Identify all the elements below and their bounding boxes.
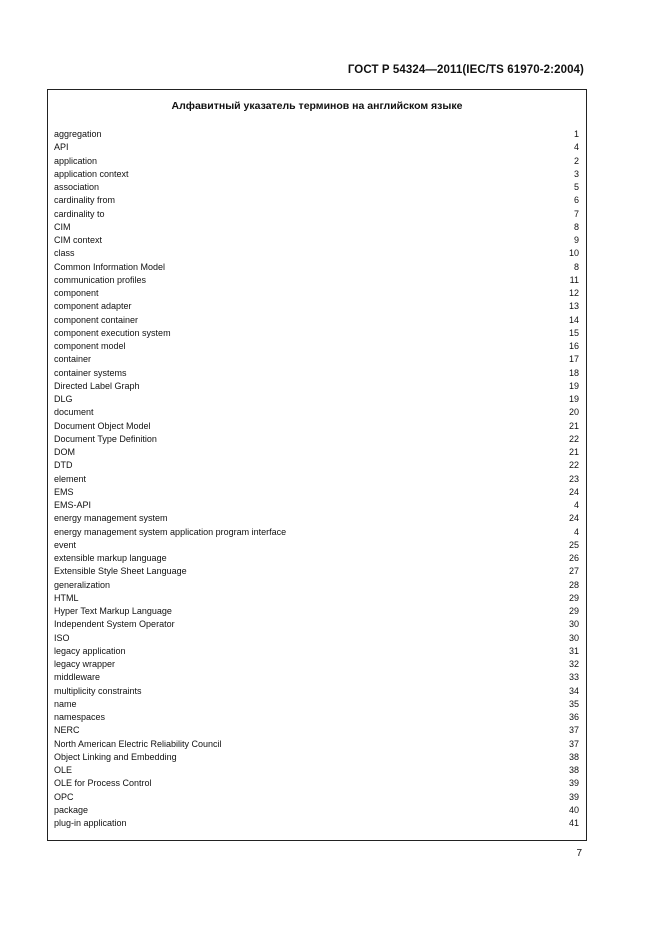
index-title: Алфавитный указатель терминов на английском языке <box>171 100 463 112</box>
index-page-ref: 18 <box>568 367 579 378</box>
index-term: application <box>54 155 98 166</box>
index-frame <box>47 89 587 841</box>
index-page-ref: 39 <box>568 791 579 802</box>
index-entry <box>54 605 579 618</box>
index-entry <box>54 128 579 141</box>
index-page-ref: 33 <box>568 672 579 683</box>
index-term: DTD <box>54 460 73 471</box>
index-term: class <box>54 248 75 259</box>
index-page-ref: 20 <box>568 407 579 418</box>
index-term: OLE for Process Control <box>54 778 152 789</box>
index-term: CIM <box>54 221 71 232</box>
index-list <box>54 128 579 830</box>
index-page-ref: 11 <box>569 274 579 285</box>
index-entry <box>54 168 579 181</box>
index-entry <box>54 141 579 154</box>
index-entry <box>54 247 579 260</box>
index-term: HTML <box>54 592 79 603</box>
index-entry <box>54 658 579 671</box>
index-page-ref: 40 <box>568 804 579 815</box>
index-page-ref: 8 <box>573 261 579 272</box>
index-entry <box>54 327 579 340</box>
index-page-ref: 22 <box>568 433 579 444</box>
index-page-ref: 27 <box>568 566 579 577</box>
index-entry <box>54 804 579 817</box>
index-page-ref: 39 <box>568 778 579 789</box>
index-page-ref: 37 <box>568 725 579 736</box>
index-entry <box>54 499 579 512</box>
document-standard-header: ГОСТ Р 54324—2011(IEC/TS 61970-2:2004) <box>347 64 584 76</box>
index-term: element <box>54 473 87 484</box>
index-page-ref: 13 <box>568 301 579 312</box>
index-entry <box>54 287 579 300</box>
index-term: Independent System Operator <box>54 619 175 630</box>
index-term: energy management system <box>54 513 168 524</box>
index-entry <box>54 353 579 366</box>
index-entry <box>54 406 579 419</box>
index-page-ref: 30 <box>568 619 579 630</box>
index-page-ref: 9 <box>573 235 579 245</box>
index-entry <box>54 751 579 764</box>
index-page-ref: 4 <box>573 526 579 537</box>
index-term: extensible markup language <box>54 553 167 563</box>
index-term: component model <box>54 341 126 351</box>
index-page-ref: 6 <box>573 195 579 206</box>
index-term: generalization <box>54 579 111 590</box>
index-entry <box>54 539 579 552</box>
index-page-ref: 23 <box>568 473 579 484</box>
index-page-ref: 19 <box>568 394 579 404</box>
index-term: Hyper Text Markup Language <box>54 606 172 616</box>
index-page-ref: 8 <box>573 221 579 232</box>
index-entry <box>54 380 579 393</box>
index-term: DOM <box>54 447 75 457</box>
index-term: DLG <box>54 394 73 404</box>
index-term: CIM context <box>54 235 103 245</box>
index-entry <box>54 711 579 724</box>
index-entry <box>54 764 579 777</box>
index-term: package <box>54 804 89 815</box>
index-entry <box>54 194 579 207</box>
index-entry <box>54 181 579 194</box>
index-page-ref: 35 <box>568 698 579 709</box>
index-entry <box>54 274 579 287</box>
index-entry <box>54 817 579 830</box>
index-term: plug-in application <box>54 818 127 828</box>
index-page-ref: 38 <box>568 765 579 775</box>
index-page-ref: 21 <box>568 420 579 431</box>
index-entry <box>54 486 579 499</box>
index-page-ref: 3 <box>573 168 579 179</box>
index-term: Directed Label Graph <box>54 380 140 391</box>
index-term: EMS-API <box>54 500 92 510</box>
index-page-ref: 28 <box>568 579 579 590</box>
index-term: cardinality from <box>54 195 116 206</box>
index-term: container <box>54 354 92 365</box>
index-term: Object Linking and Embedding <box>54 751 177 762</box>
index-entry <box>54 724 579 737</box>
index-page-ref: 29 <box>568 606 579 616</box>
index-entry <box>54 645 579 658</box>
index-entry <box>54 433 579 446</box>
index-entry <box>54 367 579 380</box>
index-entry <box>54 473 579 486</box>
index-entry <box>54 446 579 459</box>
index-entry <box>54 579 579 592</box>
index-page-ref: 5 <box>573 182 579 192</box>
index-page-ref: 24 <box>568 486 579 497</box>
index-entry <box>54 512 579 525</box>
index-page-ref: 22 <box>568 460 579 471</box>
index-page-ref: 4 <box>573 142 579 153</box>
index-term: NERC <box>54 725 80 736</box>
index-term: Document Type Definition <box>54 433 157 444</box>
index-page-ref: 7 <box>573 208 579 219</box>
index-entry <box>54 221 579 234</box>
index-entry <box>54 340 579 353</box>
index-page-ref: 38 <box>568 751 579 762</box>
index-term: multiplicity constraints <box>54 685 142 696</box>
index-page-ref: 31 <box>568 645 579 656</box>
index-term: middleware <box>54 672 101 683</box>
index-term: Common Information Model <box>54 261 166 272</box>
index-page-ref: 36 <box>568 712 579 722</box>
index-term: energy management system application program interface <box>54 526 287 537</box>
index-term: container systems <box>54 367 127 378</box>
index-page-ref: 34 <box>568 685 579 696</box>
index-entry <box>54 592 579 605</box>
index-term: API <box>54 142 69 153</box>
index-entry <box>54 208 579 221</box>
index-term: ISO <box>54 632 70 643</box>
index-page-ref: 21 <box>568 447 579 457</box>
index-entry <box>54 420 579 433</box>
index-term: EMS <box>54 486 74 497</box>
index-page-ref: 30 <box>568 632 579 643</box>
index-page-ref: 41 <box>568 818 579 828</box>
page-number: 7 <box>576 848 582 859</box>
index-term: communication profiles <box>54 274 147 285</box>
index-term: association <box>54 182 100 192</box>
index-term: OPC <box>54 791 74 802</box>
index-page-ref: 26 <box>568 553 579 563</box>
index-page-ref: 4 <box>573 500 579 510</box>
index-entry <box>54 155 579 168</box>
index-term: component container <box>54 314 139 325</box>
index-entry <box>54 314 579 327</box>
index-page-ref: 32 <box>568 659 579 669</box>
index-term: event <box>54 539 77 550</box>
index-page-ref: 10 <box>568 248 579 259</box>
index-term: component execution system <box>54 327 171 338</box>
index-page-ref: 24 <box>568 513 579 524</box>
index-page-ref: 14 <box>568 314 579 325</box>
index-entry <box>54 393 579 406</box>
index-entry <box>54 526 579 539</box>
index-term: legacy application <box>54 645 126 656</box>
index-term: legacy wrapper <box>54 659 116 669</box>
index-entry <box>54 685 579 698</box>
index-term: namespaces <box>54 712 106 722</box>
index-entry <box>54 261 579 274</box>
index-page-ref: 16 <box>568 341 579 351</box>
index-term: document <box>54 407 94 418</box>
index-term: application context <box>54 168 129 179</box>
index-term: OLE <box>54 765 73 775</box>
index-entry <box>54 565 579 578</box>
index-term: Document Object Model <box>54 420 151 431</box>
index-entry <box>54 552 579 565</box>
index-page-ref: 19 <box>568 380 579 391</box>
index-entry <box>54 791 579 804</box>
index-entry <box>54 777 579 790</box>
index-page-ref: 25 <box>568 539 579 550</box>
index-entry <box>54 738 579 751</box>
index-page-ref: 37 <box>568 738 579 749</box>
index-entry <box>54 300 579 313</box>
index-entry <box>54 671 579 684</box>
index-entry <box>54 459 579 472</box>
index-entry <box>54 698 579 711</box>
index-term: component adapter <box>54 301 132 312</box>
index-term: Extensible Style Sheet Language <box>54 566 187 577</box>
index-entry <box>54 618 579 631</box>
index-term: component <box>54 288 99 298</box>
index-page-ref: 2 <box>573 155 579 166</box>
index-term: name <box>54 698 77 709</box>
index-page-ref: 12 <box>568 288 579 298</box>
index-entry <box>54 632 579 645</box>
index-term: cardinality to <box>54 208 105 219</box>
index-entry <box>54 234 579 247</box>
index-page-ref: 15 <box>568 327 579 338</box>
index-term: North American Electric Reliability Council <box>54 738 222 749</box>
index-page-ref: 29 <box>568 592 579 603</box>
index-page-ref: 1 <box>573 129 579 139</box>
index-term: aggregation <box>54 129 102 139</box>
index-page-ref: 17 <box>568 354 579 365</box>
